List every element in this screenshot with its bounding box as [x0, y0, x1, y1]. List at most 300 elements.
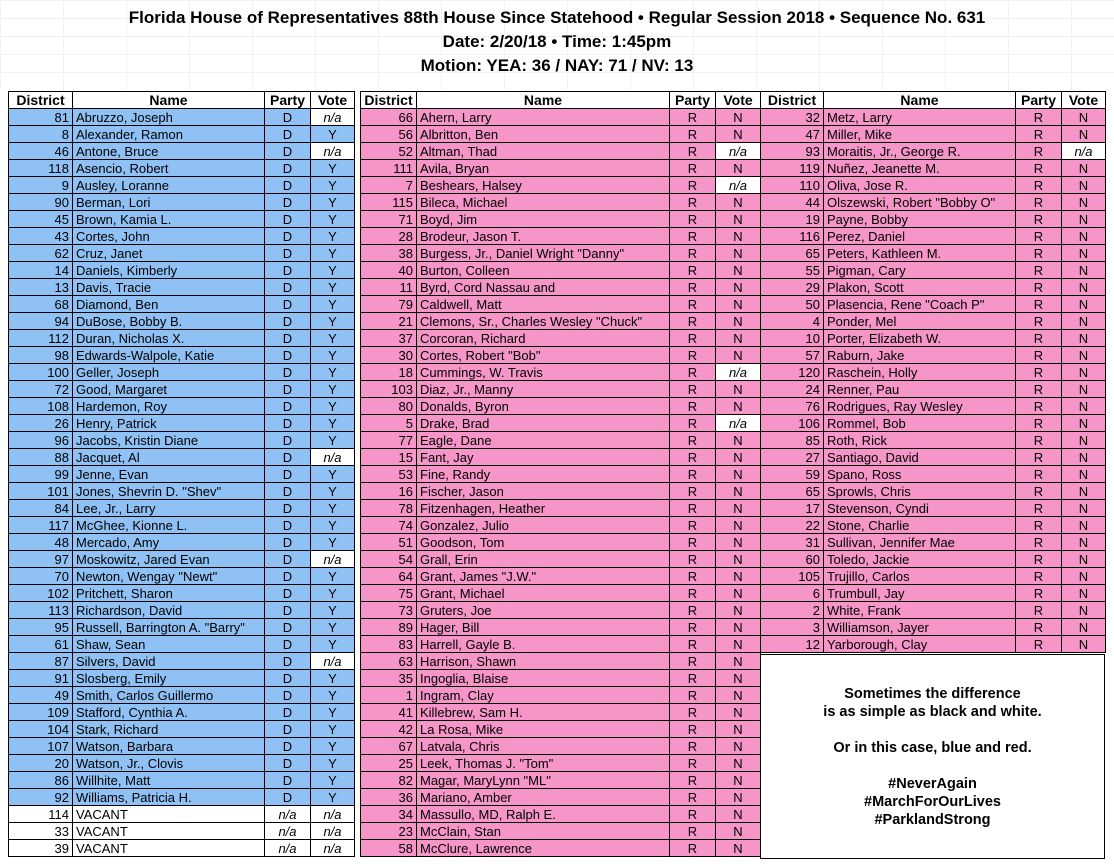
vote-cell: N: [716, 602, 761, 619]
vote-cell: Y: [311, 398, 355, 415]
party-cell: D: [265, 772, 311, 789]
name-cell: Willhite, Matt: [73, 772, 265, 789]
vote-cell: N: [716, 313, 761, 330]
name-cell: La Rosa, Mike: [417, 721, 670, 738]
name-cell: Donalds, Byron: [417, 398, 670, 415]
district-cell: 111: [361, 160, 417, 177]
table-row: [361, 194, 761, 211]
party-cell: D: [265, 245, 311, 262]
vote-cell: N: [1062, 313, 1106, 330]
name-cell: Shaw, Sean: [73, 636, 265, 653]
header-vote: Vote: [311, 92, 355, 109]
table-row: [361, 636, 761, 653]
vote-cell: N: [1062, 228, 1106, 245]
name-cell: Smith, Carlos Guillermo: [73, 687, 265, 704]
vote-cell: N: [716, 296, 761, 313]
table-row: [9, 568, 355, 585]
party-cell: R: [670, 381, 716, 398]
party-cell: R: [670, 211, 716, 228]
district-cell: 116: [761, 228, 824, 245]
table-row: [361, 296, 761, 313]
vote-cell: N: [716, 517, 761, 534]
title-line-date: Date: 2/20/18 • Time: 1:45pm: [442, 32, 672, 51]
party-cell: D: [265, 109, 311, 126]
name-cell: Asencio, Robert: [73, 160, 265, 177]
table-row: [9, 160, 355, 177]
district-cell: 50: [761, 296, 824, 313]
party-cell: R: [670, 466, 716, 483]
party-cell: D: [265, 296, 311, 313]
name-cell: Trumbull, Jay: [824, 585, 1016, 602]
name-cell: Raschein, Holly: [824, 364, 1016, 381]
vote-cell: N: [716, 789, 761, 806]
name-cell: McClure, Lawrence: [417, 840, 670, 857]
table-row: [361, 228, 761, 245]
table-row: [761, 500, 1106, 517]
party-cell: D: [265, 313, 311, 330]
vote-cell: N: [716, 211, 761, 228]
party-cell: D: [265, 721, 311, 738]
vote-cell: n/a: [311, 653, 355, 670]
table-row: [761, 636, 1106, 653]
district-cell: 10: [761, 330, 824, 347]
vote-cell: N: [1062, 636, 1106, 653]
name-cell: Grall, Erin: [417, 551, 670, 568]
name-cell: Yarborough, Clay: [824, 636, 1016, 653]
name-cell: Pritchett, Sharon: [73, 585, 265, 602]
party-cell: R: [670, 789, 716, 806]
district-cell: 5: [361, 415, 417, 432]
name-cell: Sprowls, Chris: [824, 483, 1016, 500]
party-cell: R: [1016, 296, 1062, 313]
party-cell: R: [670, 296, 716, 313]
vote-cell: N: [1062, 109, 1106, 126]
vote-cell: N: [1062, 296, 1106, 313]
vote-cell: N: [1062, 568, 1106, 585]
table-row: [761, 619, 1106, 636]
district-cell: 29: [761, 279, 824, 296]
party-cell: D: [265, 517, 311, 534]
district-cell: 19: [761, 211, 824, 228]
table-row: [9, 262, 355, 279]
name-cell: Geller, Joseph: [73, 364, 265, 381]
party-cell: D: [265, 126, 311, 143]
vote-cell: N: [1062, 347, 1106, 364]
party-cell: R: [1016, 483, 1062, 500]
district-cell: 17: [761, 500, 824, 517]
name-cell: Pigman, Cary: [824, 262, 1016, 279]
name-cell: Mariano, Amber: [417, 789, 670, 806]
name-cell: Magar, MaryLynn "ML": [417, 772, 670, 789]
vote-cell: N: [1062, 364, 1106, 381]
party-cell: D: [265, 415, 311, 432]
district-cell: 44: [761, 194, 824, 211]
district-cell: 7: [361, 177, 417, 194]
table-row: [361, 755, 761, 772]
party-cell: R: [670, 755, 716, 772]
party-cell: R: [670, 551, 716, 568]
vote-cell: n/a: [716, 364, 761, 381]
district-cell: 41: [361, 704, 417, 721]
name-cell: Abruzzo, Joseph: [73, 109, 265, 126]
table-row: [9, 636, 355, 653]
vote-cell: N: [716, 126, 761, 143]
table-row: [761, 177, 1106, 194]
vote-cell: n/a: [311, 109, 355, 126]
party-cell: R: [670, 687, 716, 704]
name-cell: Leek, Thomas J. "Tom": [417, 755, 670, 772]
name-cell: Byrd, Cord Nassau and: [417, 279, 670, 296]
district-cell: 35: [361, 670, 417, 687]
party-cell: D: [265, 143, 311, 160]
district-cell: 3: [761, 619, 824, 636]
name-cell: Gonzalez, Julio: [417, 517, 670, 534]
party-cell: R: [670, 415, 716, 432]
name-cell: Fine, Randy: [417, 466, 670, 483]
name-cell: Ingoglia, Blaise: [417, 670, 670, 687]
name-cell: Edwards-Walpole, Katie: [73, 347, 265, 364]
district-cell: 27: [761, 449, 824, 466]
vote-cell: N: [716, 228, 761, 245]
table-row: [761, 466, 1106, 483]
district-cell: 80: [361, 398, 417, 415]
vote-cell: Y: [311, 670, 355, 687]
vote-cell: Y: [311, 500, 355, 517]
name-cell: Clemons, Sr., Charles Wesley "Chuck": [417, 313, 670, 330]
vote-cell: Y: [311, 602, 355, 619]
name-cell: Diaz, Jr., Manny: [417, 381, 670, 398]
party-cell: R: [1016, 466, 1062, 483]
party-cell: D: [265, 653, 311, 670]
name-cell: Watson, Jr., Clovis: [73, 755, 265, 772]
party-cell: R: [1016, 381, 1062, 398]
vote-cell: Y: [311, 364, 355, 381]
name-cell: Drake, Brad: [417, 415, 670, 432]
party-cell: R: [1016, 585, 1062, 602]
name-cell: Ponder, Mel: [824, 313, 1016, 330]
district-cell: 106: [761, 415, 824, 432]
name-cell: Hardemon, Roy: [73, 398, 265, 415]
table-row: [9, 398, 355, 415]
table-row: [361, 330, 761, 347]
name-cell: Ingram, Clay: [417, 687, 670, 704]
table-header-row: [361, 92, 761, 109]
vote-cell: N: [716, 619, 761, 636]
vote-cell: Y: [311, 194, 355, 211]
party-cell: R: [1016, 194, 1062, 211]
district-cell: 58: [361, 840, 417, 857]
name-cell: Cortes, John: [73, 228, 265, 245]
party-cell: R: [670, 534, 716, 551]
message-line: is as simple as black and white.: [823, 704, 1042, 720]
table-row: [9, 772, 355, 789]
district-cell: 13: [9, 279, 73, 296]
name-cell: Cruz, Janet: [73, 245, 265, 262]
party-cell: D: [265, 551, 311, 568]
vote-cell: N: [716, 483, 761, 500]
header-party: Party: [1016, 92, 1062, 109]
vote-cell: N: [1062, 534, 1106, 551]
name-cell: Moraitis, Jr., George R.: [824, 143, 1016, 160]
district-cell: 100: [9, 364, 73, 381]
table-row: [9, 670, 355, 687]
vote-cell: N: [716, 551, 761, 568]
table-row: [761, 330, 1106, 347]
district-cell: 93: [761, 143, 824, 160]
name-cell: Hager, Bill: [417, 619, 670, 636]
message-line: Sometimes the difference: [844, 686, 1021, 702]
title-line-motion: Motion: YEA: 36 / NAY: 71 / NV: 13: [420, 56, 694, 75]
table-row: [361, 738, 761, 755]
hashtag: #ParklandStrong: [874, 812, 991, 828]
table-row: [9, 177, 355, 194]
table-row: [761, 194, 1106, 211]
name-cell: Olszewski, Robert "Bobby O": [824, 194, 1016, 211]
party-cell: R: [670, 653, 716, 670]
table-row: [9, 143, 355, 160]
party-cell: R: [670, 517, 716, 534]
district-cell: 74: [361, 517, 417, 534]
name-cell: Stark, Richard: [73, 721, 265, 738]
district-cell: 63: [361, 653, 417, 670]
table-row: [361, 500, 761, 517]
party-cell: R: [670, 738, 716, 755]
table-row: [361, 466, 761, 483]
district-cell: 36: [361, 789, 417, 806]
party-cell: R: [670, 262, 716, 279]
name-cell: Good, Margaret: [73, 381, 265, 398]
table-row: [9, 806, 355, 823]
name-cell: Stevenson, Cyndi: [824, 500, 1016, 517]
party-cell: R: [670, 585, 716, 602]
vote-cell: Y: [311, 415, 355, 432]
party-cell: D: [265, 483, 311, 500]
name-cell: Grant, Michael: [417, 585, 670, 602]
district-cell: 68: [9, 296, 73, 313]
header-district: District: [761, 92, 824, 109]
name-cell: Corcoran, Richard: [417, 330, 670, 347]
party-cell: R: [1016, 500, 1062, 517]
vote-cell: N: [716, 381, 761, 398]
party-cell: R: [1016, 143, 1062, 160]
name-cell: Cortes, Robert "Bob": [417, 347, 670, 364]
name-cell: Rommel, Bob: [824, 415, 1016, 432]
party-cell: R: [670, 840, 716, 857]
district-cell: 92: [9, 789, 73, 806]
vote-cell: n/a: [716, 415, 761, 432]
table-row: [361, 721, 761, 738]
party-cell: D: [265, 432, 311, 449]
vote-cell: N: [716, 330, 761, 347]
table-row: [9, 823, 355, 840]
district-cell: 72: [9, 381, 73, 398]
table-row: [761, 568, 1106, 585]
party-cell: R: [670, 670, 716, 687]
name-cell: Jacobs, Kristin Diane: [73, 432, 265, 449]
vote-cell: N: [1062, 483, 1106, 500]
party-cell: R: [670, 806, 716, 823]
district-cell: 77: [361, 432, 417, 449]
table-row: [9, 245, 355, 262]
district-cell: 56: [361, 126, 417, 143]
district-cell: 87: [9, 653, 73, 670]
name-cell: Roth, Rick: [824, 432, 1016, 449]
name-cell: Nuñez, Jeanette M.: [824, 160, 1016, 177]
district-cell: 76: [761, 398, 824, 415]
district-cell: 62: [9, 245, 73, 262]
table-row: [361, 687, 761, 704]
district-cell: 110: [761, 177, 824, 194]
vote-cell: N: [716, 279, 761, 296]
table-row: [9, 381, 355, 398]
vote-cell: n/a: [311, 840, 355, 857]
party-cell: R: [1016, 398, 1062, 415]
vote-cell: Y: [311, 347, 355, 364]
table-row: [361, 619, 761, 636]
vote-cell: n/a: [311, 823, 355, 840]
name-cell: Daniels, Kimberly: [73, 262, 265, 279]
district-cell: 31: [761, 534, 824, 551]
vote-cell: Y: [311, 381, 355, 398]
district-cell: 117: [9, 517, 73, 534]
district-cell: 105: [761, 568, 824, 585]
party-cell: R: [670, 228, 716, 245]
party-cell: D: [265, 398, 311, 415]
district-cell: 114: [9, 806, 73, 823]
party-cell: R: [1016, 568, 1062, 585]
vote-cell: N: [716, 262, 761, 279]
vote-cell: N: [1062, 500, 1106, 517]
name-cell: Caldwell, Matt: [417, 296, 670, 313]
district-cell: 88: [9, 449, 73, 466]
party-cell: D: [265, 755, 311, 772]
vote-cell: Y: [311, 313, 355, 330]
district-cell: 16: [361, 483, 417, 500]
vote-cell: N: [1062, 160, 1106, 177]
party-cell: D: [265, 789, 311, 806]
table-row: [9, 432, 355, 449]
name-cell: DuBose, Bobby B.: [73, 313, 265, 330]
name-cell: Fitzenhagen, Heather: [417, 500, 670, 517]
header-name: Name: [73, 92, 265, 109]
table-row: [9, 687, 355, 704]
table-row: [361, 432, 761, 449]
vote-cell: Y: [311, 296, 355, 313]
table-row: [9, 466, 355, 483]
name-cell: Russell, Barrington A. "Barry": [73, 619, 265, 636]
party-cell: R: [670, 432, 716, 449]
name-cell: Rodrigues, Ray Wesley: [824, 398, 1016, 415]
table-row: [361, 823, 761, 840]
name-cell: Santiago, David: [824, 449, 1016, 466]
district-cell: 103: [361, 381, 417, 398]
vote-cell: N: [1062, 449, 1106, 466]
name-cell: Sullivan, Jennifer Mae: [824, 534, 1016, 551]
party-cell: D: [265, 211, 311, 228]
table-row: [761, 126, 1106, 143]
party-cell: R: [670, 449, 716, 466]
table-row: [761, 160, 1106, 177]
table-row: [9, 551, 355, 568]
name-cell: Porter, Elizabeth W.: [824, 330, 1016, 347]
table-row: [761, 483, 1106, 500]
name-cell: Eagle, Dane: [417, 432, 670, 449]
district-cell: 64: [361, 568, 417, 585]
vote-cell: N: [716, 772, 761, 789]
name-cell: White, Frank: [824, 602, 1016, 619]
table-row: [9, 517, 355, 534]
district-cell: 71: [361, 211, 417, 228]
party-cell: R: [1016, 602, 1062, 619]
district-cell: 38: [361, 245, 417, 262]
vote-cell: Y: [311, 262, 355, 279]
party-cell: R: [1016, 160, 1062, 177]
vote-cell: N: [1062, 551, 1106, 568]
party-cell: D: [265, 381, 311, 398]
district-cell: 65: [761, 483, 824, 500]
table-header-row: [9, 92, 355, 109]
table-row: [361, 517, 761, 534]
party-cell: R: [670, 177, 716, 194]
vote-cell: N: [1062, 194, 1106, 211]
table-row: [761, 211, 1106, 228]
district-cell: 25: [361, 755, 417, 772]
vote-cell: N: [1062, 211, 1106, 228]
party-cell: R: [1016, 126, 1062, 143]
vote-cell: Y: [311, 619, 355, 636]
party-cell: R: [1016, 619, 1062, 636]
district-cell: 112: [9, 330, 73, 347]
district-cell: 108: [9, 398, 73, 415]
table-row: [761, 143, 1106, 160]
district-cell: 23: [361, 823, 417, 840]
district-cell: 90: [9, 194, 73, 211]
name-cell: Newton, Wengay "Newt": [73, 568, 265, 585]
district-cell: 60: [761, 551, 824, 568]
name-cell: Bileca, Michael: [417, 194, 670, 211]
party-cell: D: [265, 194, 311, 211]
district-cell: 4: [761, 313, 824, 330]
vote-cell: N: [716, 245, 761, 262]
party-cell: R: [670, 483, 716, 500]
table-row: [761, 109, 1106, 126]
vote-cell: N: [716, 534, 761, 551]
party-cell: R: [670, 109, 716, 126]
table-row: [761, 245, 1106, 262]
name-cell: Henry, Patrick: [73, 415, 265, 432]
district-cell: 51: [361, 534, 417, 551]
vote-cell: Y: [311, 636, 355, 653]
name-cell: Cummings, W. Travis: [417, 364, 670, 381]
name-cell: Williams, Patricia H.: [73, 789, 265, 806]
district-cell: 78: [361, 500, 417, 517]
vote-cell: N: [1062, 466, 1106, 483]
name-cell: Raburn, Jake: [824, 347, 1016, 364]
table-row: [361, 177, 761, 194]
district-cell: 6: [761, 585, 824, 602]
vote-cell: N: [716, 347, 761, 364]
district-cell: 55: [761, 262, 824, 279]
party-cell: R: [1016, 636, 1062, 653]
party-cell: R: [670, 330, 716, 347]
table-row: [361, 364, 761, 381]
party-cell: D: [265, 466, 311, 483]
vote-cell: N: [716, 823, 761, 840]
district-cell: 28: [361, 228, 417, 245]
district-cell: 83: [361, 636, 417, 653]
district-cell: 85: [761, 432, 824, 449]
district-cell: 75: [361, 585, 417, 602]
